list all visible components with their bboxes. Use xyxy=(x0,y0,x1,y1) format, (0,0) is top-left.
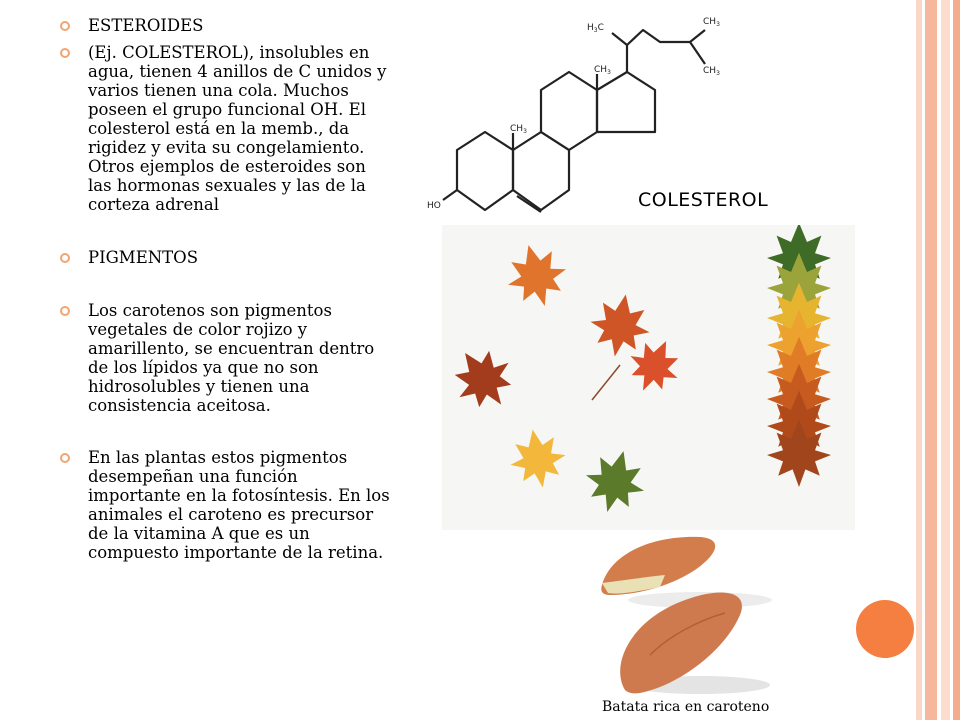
bullet-colesterol-desc xyxy=(60,43,390,214)
cholesterol-label: COLESTEROL xyxy=(638,189,769,211)
decorative-stripes xyxy=(916,0,960,720)
methyl-label-5: $CH_3$ xyxy=(703,66,720,77)
autumn-leaves-image xyxy=(442,225,855,530)
bullet-ring-icon xyxy=(60,306,70,316)
bullet-ring-icon xyxy=(60,453,70,463)
bullet-carotenos xyxy=(60,301,390,415)
bullet-esteroides xyxy=(60,16,390,35)
bullet-text: Los carotenos son pigmentos vegetales de color rojizo y amarillento, se encuentran dentro de los lípidos ya que no son hidrosolubles y tienen una consistencia aceitosa. xyxy=(88,301,375,415)
bullet-pigmentos xyxy=(60,248,390,267)
bullet-list xyxy=(60,16,390,562)
bullet-ring-icon xyxy=(60,253,70,263)
methyl-label-2: $CH_3$ xyxy=(594,65,611,76)
decorative-circle xyxy=(856,600,914,658)
bullet-text: ESTEROIDES xyxy=(88,16,204,35)
methyl-label-1: $CH_3$ xyxy=(510,124,527,135)
hydroxyl-label: HO xyxy=(427,201,441,211)
methyl-label-4: $CH_3$ xyxy=(703,17,720,28)
bullet-plantas xyxy=(60,448,390,562)
bullet-ring-icon xyxy=(60,48,70,58)
bullet-ring-icon xyxy=(60,21,70,31)
sweet-potato-caption: Batata rica en caroteno xyxy=(602,699,770,715)
bullet-text: En las plantas estos pigmentos desempeñan una función importante en la fotosíntesis. En los animales el caroteno es precursor de la vitamina A que es un compuesto importante de la retina. xyxy=(88,448,390,562)
bullet-text: PIGMENTOS xyxy=(88,248,199,267)
sweet-potato-image xyxy=(590,525,780,700)
methyl-label-3: $H_3C$ xyxy=(587,23,604,34)
cholesterol-structure-diagram xyxy=(420,8,750,218)
bullet-text: (Ej. COLESTEROL), insolubles en agua, tienen 4 anillos de C unidos y varios tienen una cola. Muchos poseen el grupo funcional OH. El colesterol está en la memb., da rigidez y evita su congelamiento. Otros ejemplos de esteroides son las hormonas sexuales y las de la corteza adrenal xyxy=(88,43,387,214)
